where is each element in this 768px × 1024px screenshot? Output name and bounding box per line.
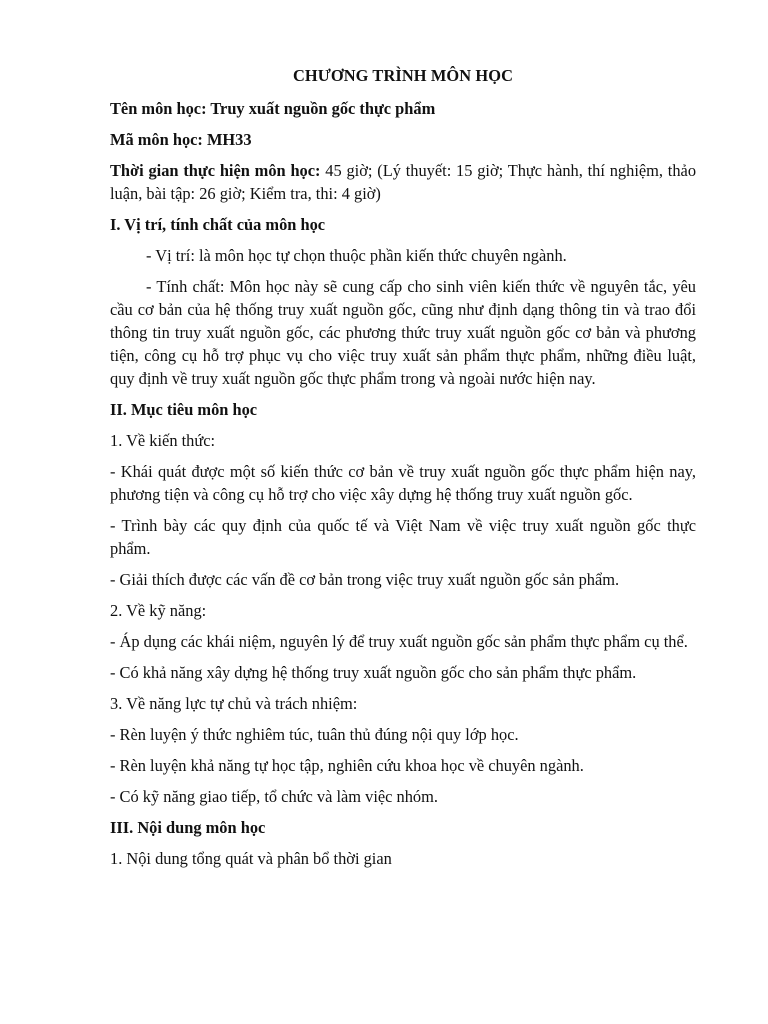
section-heading-objectives: II. Mục tiêu môn học	[110, 400, 258, 419]
autonomy-heading: 3. Về năng lực tự chủ và trách nhiệm:	[110, 694, 358, 713]
autonomy-item: - Rèn luyện khả năng tự học tập, nghiên cứu khoa học về chuyên ngành.	[110, 756, 584, 775]
autonomy-item: - Rèn luyện ý thức nghiêm túc, tuân thủ đúng nội quy lớp học.	[110, 725, 519, 744]
position-paragraph: - Vị trí: là môn học tự chọn thuộc phần kiến thức chuyên ngành.	[146, 246, 567, 265]
document-title: CHƯƠNG TRÌNH MÔN HỌC	[292, 66, 514, 85]
knowledge-item: - Giải thích được các vấn đề cơ bản trong việc truy xuất nguồn gốc sản phẩm.	[110, 570, 620, 589]
section-heading-content: III. Nội dung môn học	[110, 818, 266, 837]
autonomy-item: - Có kỹ năng giao tiếp, tổ chức và làm việc nhóm.	[110, 787, 438, 806]
duration-text: 45 giờ; (Lý thuyết: 15 giờ; Thực hành, thí nghiệm, thảo luận, bài tập: 26 giờ; Kiểm tra, thi: 4 giờ)	[110, 161, 697, 203]
course-duration	[110, 159, 696, 205]
skills-item: - Có khả năng xây dựng hệ thống truy xuất nguồn gốc cho sản phẩm thực phẩm.	[110, 663, 637, 682]
document-page	[110, 64, 696, 878]
duration-label: Thời gian thực hiện môn học:	[110, 161, 321, 180]
skills-heading: 2. Về kỹ năng:	[110, 601, 207, 620]
knowledge-item: - Trình bày các quy định của quốc tế và Việt Nam về việc truy xuất nguồn gốc thực phẩm.	[110, 516, 696, 558]
course-name: Tên môn học: Truy xuất nguồn gốc thực phẩm	[110, 99, 436, 118]
knowledge-heading: 1. Về kiến thức:	[110, 431, 216, 450]
section-heading-position: I. Vị trí, tính chất của môn học	[110, 215, 326, 234]
knowledge-item: - Khái quát được một số kiến thức cơ bản về truy xuất nguồn gốc thực phẩm hiện nay, phương tiện và công cụ hỗ trợ cho việc xây dựng hệ thống truy xuất nguồn gốc.	[110, 462, 696, 504]
skills-item: - Áp dụng các khái niệm, nguyên lý để truy xuất nguồn gốc sản phẩm thực phẩm cụ thể.	[110, 632, 688, 651]
nature-paragraph: - Tính chất: Môn học này sẽ cung cấp cho sinh viên kiến thức về nguyên tắc, yêu cầu cơ bản của hệ thống truy xuất nguồn gốc, cũng như định dạng thông tin và trao đổi thông tin truy xuất nguồn gốc, các phương thức truy xuất nguồn gốc cơ bản và phương tiện, công cụ hỗ trợ phục vụ cho việc truy xuất sản phẩm thực phẩm, những điều luật, quy định về truy xuất nguồn gốc thực phẩm trong và ngoài nước hiện nay.	[110, 277, 696, 388]
content-subheading: 1. Nội dung tổng quát và phân bổ thời gian	[110, 849, 392, 868]
course-code: Mã môn học: MH33	[110, 130, 252, 149]
